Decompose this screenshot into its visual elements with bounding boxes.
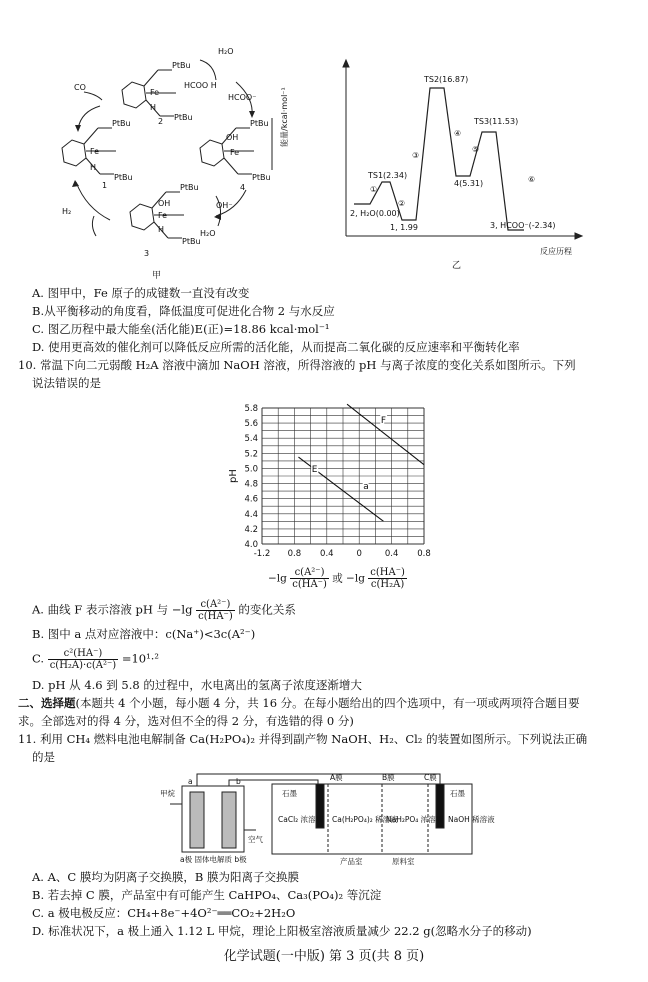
- figure-caption: 甲: [152, 271, 162, 281]
- energy-point-label: 1, 1.99: [390, 223, 418, 232]
- q9-option-a: A. 图甲中，Fe 原子的成键数一直没有改变: [32, 286, 250, 300]
- ligand-label: PtBu: [180, 183, 199, 192]
- energy-point-label: TS1(2.34): [368, 171, 408, 180]
- ligand-label: PtBu: [174, 113, 193, 122]
- water-label: H₂O: [200, 229, 216, 238]
- y-tick-label: 4.2: [244, 524, 258, 535]
- energy-profile-diagram: [280, 58, 586, 271]
- chart-xlabel: −lg $\frac{\text{c(A²⁻)}}{c(HA^-)}$ 或 −lg $\frac{c(HA^-)}{\text{c(H₂A)}}$: [268, 567, 405, 590]
- num-label: 2: [158, 117, 164, 126]
- q11-stem-cont: 的是: [32, 750, 55, 764]
- fe-label: Fe: [230, 148, 240, 157]
- series-label-E: E: [311, 465, 318, 476]
- step-label: ⑤: [472, 145, 480, 154]
- y-tick-label: 4.0: [244, 540, 258, 550]
- h2-label: H₂: [62, 207, 72, 216]
- membrane-b-label: B膜: [382, 773, 395, 782]
- y-tick-label: 4.8: [244, 479, 258, 490]
- electrode-a-label: a: [188, 777, 193, 786]
- section2-line2: 求。全部选对的得 4 分，选对但不全的得 2 分，有选错的得 0 分): [18, 714, 354, 728]
- q11-option-b: B. 若去掉 C 膜，产品室中有可能产生 CaHPO₄、Ca₃(PO₄)₂ 等沉淀: [32, 888, 382, 902]
- membrane-c-label: C膜: [424, 773, 437, 782]
- water-label: H₂O: [218, 47, 234, 56]
- q11-option-c: C. a 极电极反应：CH₄+8e⁻+4O²⁻══CO₂+2H₂O: [32, 906, 296, 920]
- ph-chart-svg: [218, 394, 448, 594]
- h-label: H: [158, 225, 165, 234]
- fe-label: Fe: [150, 88, 160, 97]
- num-label: 1: [102, 181, 108, 190]
- apparatus-svg: [160, 768, 494, 866]
- step-label: ③: [412, 151, 420, 160]
- y-tick-label: 5.6: [244, 419, 258, 430]
- ligand-label: PtBu: [112, 119, 131, 128]
- methane-label: 甲烷: [160, 789, 175, 798]
- y-axis-label: 能量/kcal·mol⁻¹: [280, 87, 289, 147]
- q9-option-b: B.从平衡移动的角度看，降低温度可促进化合物 2 与水反应: [32, 304, 335, 318]
- x-tick-label: 0.8: [287, 549, 302, 559]
- fe-label: Fe: [158, 211, 168, 220]
- figure-caption: 乙: [452, 261, 462, 271]
- electrolysis-apparatus: [160, 768, 494, 866]
- x-tick-label: 0.4: [384, 549, 399, 559]
- step-label: ②: [398, 199, 406, 208]
- fe-label: Fe: [90, 147, 100, 156]
- electrolyte-label: a极 固体电解质 b极: [180, 855, 247, 864]
- page-footer: 化学试题(一中版) 第 3 页(共 8 页): [223, 949, 425, 964]
- raw-room-label: 原料室: [392, 857, 415, 866]
- co-label: CO: [74, 83, 86, 92]
- section2-line1: 二、选择题(本题共 4 个小题，每小题 4 分，共 16 分。在每小题给出的四个选项中，有一项或两项符合题目要: [18, 696, 580, 710]
- x-tick-label: -1.2: [253, 549, 271, 559]
- x-tick-label: 0: [356, 549, 362, 559]
- energy-point-label: TS2(16.87): [424, 75, 469, 84]
- room3-label: NaH₂PO₄ 浓溶液: [386, 815, 444, 824]
- room4-label: NaOH 稀溶液: [448, 815, 495, 824]
- q11-option-d: D. 标准状况下，a 极上通入 1.12 L 甲烷，理论上阳极室溶液质量减少 22.2 g(忽略水分子的移动): [32, 924, 532, 938]
- y-tick-label: 4.4: [244, 509, 258, 520]
- step-label: ④: [454, 129, 462, 138]
- ligand-label: PtBu: [114, 173, 133, 182]
- graphite-left-label: 石墨: [282, 789, 297, 798]
- product-room-label: 产品室: [340, 857, 363, 866]
- q10-stem-cont: 说法错误的是: [32, 376, 101, 390]
- y-tick-label: 5.8: [244, 404, 258, 414]
- figure-jia: [40, 20, 290, 282]
- formic-label: HCOO H: [184, 81, 217, 90]
- ligand-label: PtBu: [182, 237, 201, 246]
- room2-label: Ca(H₂PO₄)₂ 稀溶液: [332, 815, 398, 824]
- q10-stem: 10. 常温下向二元弱酸 H₂A 溶液中滴加 NaOH 溶液，所得溶液的 pH 与离子浓度的变化关系如图所示。下列: [18, 358, 576, 372]
- series-label-F: F: [380, 416, 387, 427]
- y-tick-label: 5.0: [244, 464, 258, 475]
- ligand-label: PtBu: [250, 119, 269, 128]
- num-label: 4: [240, 183, 246, 192]
- ligand-label: PtBu: [252, 173, 271, 182]
- h-label: H: [90, 163, 97, 172]
- point-annotation: a: [363, 482, 369, 493]
- ph-chart: [218, 394, 448, 594]
- air-label: 空气: [248, 835, 263, 844]
- y-tick-label: 4.6: [244, 494, 258, 505]
- x-tick-label: 0.8: [417, 549, 431, 559]
- q10-option-a: A. 曲线 F 表示溶液 pH 与 −lg $\frac{\text{c(A²⁻)}}{c(HA^-)}$ 的变化关系: [32, 599, 296, 622]
- q9-option-c: C. 图乙历程中最大能垒(活化能)E(正)=18.86 kcal·mol⁻¹: [32, 322, 330, 336]
- q10-option-d: D. pH 从 4.6 到 5.8 的过程中，水电离出的氢离子浓度逐渐增大: [32, 678, 362, 692]
- formate-label: HCOO⁻: [228, 93, 257, 102]
- oh-minus-label: OH⁻: [216, 201, 233, 210]
- num-label: 3: [144, 249, 150, 258]
- ligand-label: PtBu: [172, 61, 191, 70]
- energy-point-label: 2, H₂O(0.00): [350, 209, 400, 218]
- oh-label: OH: [158, 199, 171, 208]
- membrane-a-label: A膜: [330, 773, 343, 782]
- energy-point-label: 4(5.31): [454, 179, 484, 188]
- q11-stem: 11. 利用 CH₄ 燃料电池电解制备 Ca(H₂PO₄)₂ 并得到副产物 NaOH、H₂、Cl₂ 的装置如图所示。下列说法正确: [18, 732, 588, 746]
- step-label: ①: [370, 185, 378, 194]
- catalytic-cycle-diagram: [40, 20, 290, 282]
- q10-option-b: B. 图中 a 点对应溶液中：c(Na⁺)<3c(A²⁻): [32, 627, 256, 641]
- graphite-right-label: 石墨: [450, 789, 465, 798]
- x-axis-label: 反应历程: [540, 247, 572, 256]
- q10-option-c: C. $\frac{\text{c²(HA⁻)}}{\text{c(H₂A)·c(A²⁻)}}$ =10¹·²: [32, 648, 159, 671]
- series-line-F: [347, 404, 424, 464]
- y-tick-label: 5.4: [244, 434, 258, 445]
- q11-option-a: A. A、C 膜均为阴离子交换膜，B 膜为阳离子交换膜: [32, 870, 299, 884]
- energy-point-label: TS3(11.53): [474, 117, 519, 126]
- figure-yi: [280, 58, 586, 271]
- x-tick-label: 0.4: [320, 549, 334, 559]
- y-tick-label: 5.2: [244, 449, 258, 460]
- electrode-b-label: b: [236, 777, 241, 786]
- room1-label: CaCl₂ 浓溶液: [278, 815, 324, 824]
- h-label: H: [150, 103, 157, 112]
- y-axis-label: pH: [228, 469, 239, 483]
- step-label: ⑥: [528, 175, 536, 184]
- oh-label: OH: [226, 133, 239, 142]
- energy-point-label: 3, HCOO⁻(-2.34): [490, 221, 556, 230]
- q9-option-d: D. 使用更高效的催化剂可以降低反应所需的活化能，从而提高二氧化碳的反应速率和平衡转化率: [32, 340, 520, 354]
